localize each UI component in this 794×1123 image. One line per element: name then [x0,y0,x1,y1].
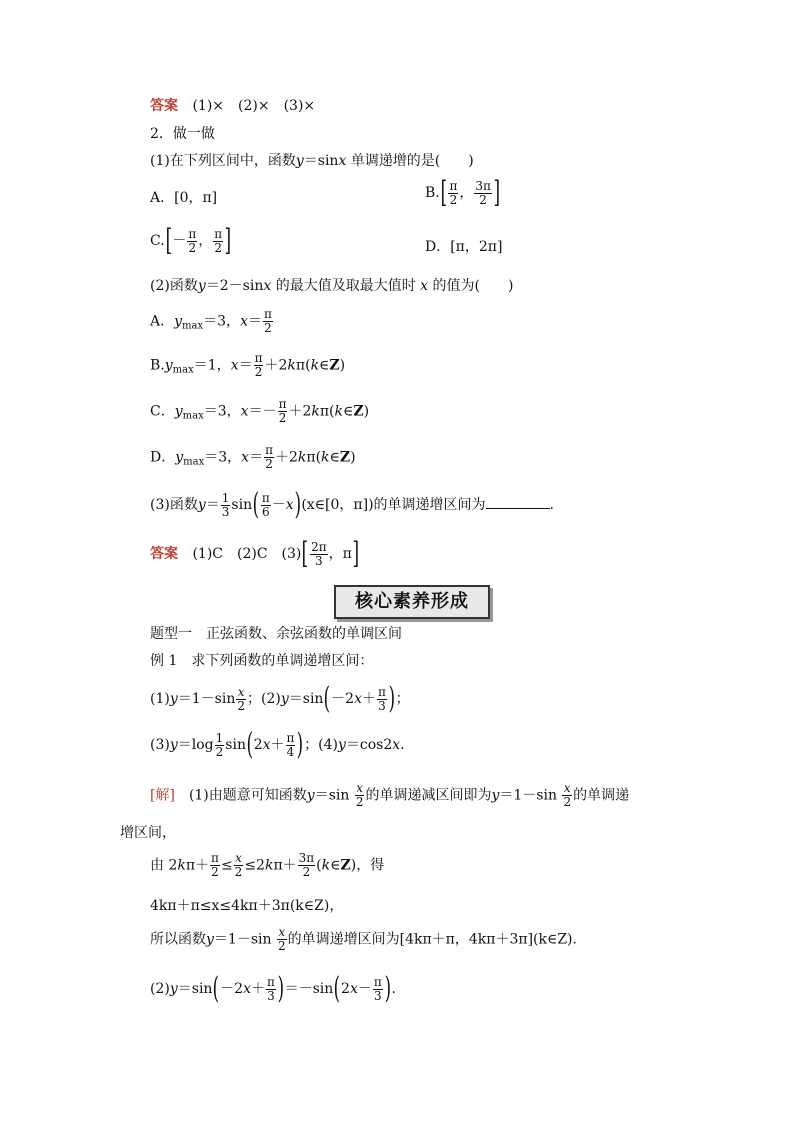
solution-text-2: 由 [150,857,164,874]
q1-stem-end: 单调递增的是( ) [350,153,474,169]
solution-text-1b: 的单调递减区间即为 [365,787,492,804]
example-items-2: (3)y＝log $\frac{1}{2}$ sin(2x＋ $\frac{\pi}{4}$ )；(4)y＝cos2x. [150,727,405,762]
solution-line-4: 4kπ＋π≤x≤4kπ＋3π(k∈Z)， [150,898,344,914]
solution-text-4b: 的单调递增区间为[4kπ＋π，4kπ＋3π](k∈Z)． [287,931,587,948]
q2-stem: (2)函数 [150,278,198,294]
solution-text-1: (1)由题意可知函数 [188,787,307,804]
solution-line-3: 由 2kπ＋ $\frac{\pi}{2}$ ≤ $\frac{x}{2}$ ≤2kπ＋ $\frac{3\pi}{2}$ (k∈Z)，得 [150,851,385,879]
q1-option-a: A．[0，π] [150,190,218,206]
answer-line-2: 答案 (1)C (2)C (3)[ $\frac{2\pi}{3}$ ，π] [150,536,359,571]
q1-option-b: B.[ $\frac{\pi}{2}$ ， $\frac{3\pi}{2}$ ] [425,175,500,210]
q3-stem-mid: (x∈[0，π])的单调递增区间为 [301,497,486,513]
section-banner: 核心素养形成 [334,585,490,619]
example-items-1: (1)y＝1－sin $\frac{x}{2}$ ；(2)y＝sin(－2x＋ $\frac{\pi}{3}$ )； [150,681,410,716]
q2-option-d: D．$y_{max}=3$，x＝ $\frac{\pi}{2}$ ＋2kπ(k∈Z) [150,443,356,471]
q2-stem-end: 的值为( ) [432,278,514,294]
q3-stem-end: . [549,497,554,513]
question-3: (3)函数y＝ $\frac{1}{3}$ sin( $\frac{\pi}{6}$ －x)(x∈[0，π])的单调递增区间为 . [150,487,554,522]
q1-option-d: D．[π，2π] [425,239,503,255]
solution-line-2: 增区间， [120,825,176,841]
q1-option-c: C.[－ $\frac{\pi}{2}$ ， $\frac{\pi}{2}$ ] [150,223,232,258]
q2-option-a: A．$y_{max}=3$，x＝ $\frac{\pi}{2}$ [150,307,272,335]
solution-text-2b: ，得 [356,857,385,874]
answer-blank [486,494,550,509]
answer-text: (1)× (2)× (3)× [192,98,316,114]
question-2: (2)函数y＝2－sinx 的最大值及取最大值时 x 的值为( ) [150,278,514,294]
q3-stem: (3)函数 [150,497,198,513]
question-1: (1)在下列区间中，函数y＝sinx 单调递增的是( ) [150,153,474,169]
section-heading: 2．做一做 [150,126,215,142]
q1-stem: (1)在下列区间中，函数 [150,153,296,169]
solution-line-5: 所以函数y＝1－sin $\frac{x}{2}$ 的单调递增区间为[4kπ＋π，4kπ＋3π](k∈Z)． [150,925,587,953]
solution-line-1: [解] (1)由题意可知函数y＝sin $\frac{x}{2}$ 的单调递减区间即为y＝1－sin $\frac{x}{2}$ 的单调递 [150,781,630,809]
q2-option-b: $B.y_{max}=1$，x＝ $\frac{\pi}{2}$ ＋2kπ(k∈Z) [150,351,346,379]
answer-label-2: 答案 [150,546,178,562]
solution-text-1c: 的单调递 [573,787,630,804]
answer-label: 答案 [150,98,178,114]
solution-line-6: (2)y＝sin(－2x＋ $\frac{\pi}{3}$ )＝－sin(2x－ $\frac{\pi}{3}$ ). [150,971,396,1006]
topic-heading: 题型一 正弦函数、余弦函数的单调区间 [150,626,402,642]
solution-text-4: 所以函数 [150,931,206,948]
answer-line-1 [150,96,315,116]
q2-stem-mid: 的最大值及取最大值时 [275,278,416,294]
q2-option-c: C．$y_{max}=3$，x＝－ $\frac{\pi}{2}$ ＋2kπ(k∈Z) [150,397,370,425]
solution-label: [解] [150,787,175,804]
example-heading: 例 1 求下列函数的单调递增区间： [150,653,374,669]
answer-text-2: (1)C (2)C (3) [192,546,302,562]
